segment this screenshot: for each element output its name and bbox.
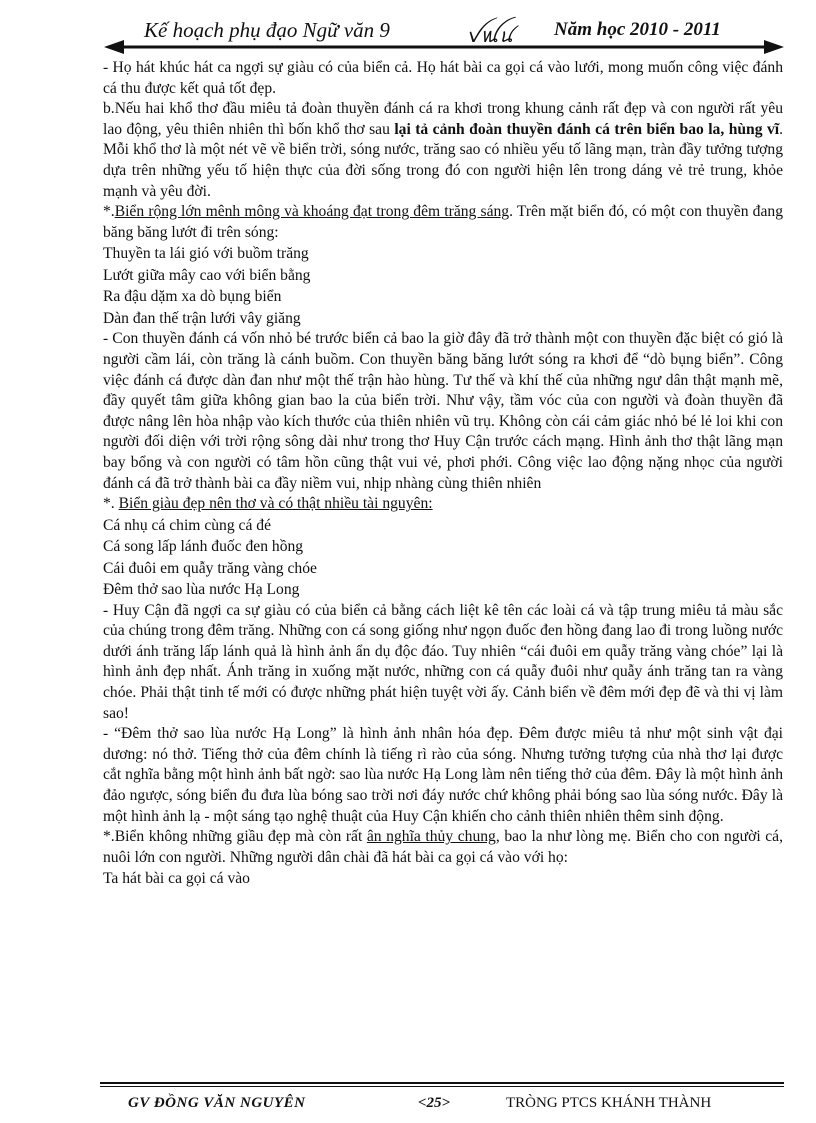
header-left-title: Kế hoạch phụ đạo Ngữ văn 9 — [144, 18, 390, 42]
paragraph-8: *.Biển không những giầu đẹp mà còn rất ân nghĩa thủy chung, bao la như lòng mẹ. Biển cho con người cá, nuôi lớn con người. Những người dân chài đã hát bài ca gọi cá vào với họ: — [103, 828, 783, 866]
footer-school: TRÒNG PTCS KHÁNH THÀNH — [506, 1095, 712, 1111]
verse-line-last: Ta hát bài ca gọi cá vào — [103, 870, 250, 888]
header-logo: ꪜꪡꪙ — [466, 25, 514, 47]
paragraph-2-bold: lại tả cảnh đoàn thuyền đánh cá trên biển bao la, hùng vĩ — [394, 120, 780, 138]
verse-line: Cá song lấp lánh đuốc đen hồng — [103, 538, 304, 556]
footer-page-number: <25> — [418, 1095, 451, 1111]
verse-line: Thuyền ta lái gió với buồm trăng — [103, 245, 309, 263]
paragraph-6: - Huy Cận đã ngợi ca sự giàu có của biển cả bằng cách liệt kê tên các loài cá và tập trung miêu tả màu sắc của chúng trong đêm trăng. Những con cá song giống như ngọn đuốc đen hồng đang lao đi trong luồng nước dưới ánh trăng lấp lánh quả là hình ảnh ẩn dụ độc đáo. Tuy nhiên “cái đuôi em quẫy trăng vàng chóe” lại là hình ảnh đẹp nhất. Ánh trăng in xuống mặt nước, những con cá quẫy đuôi như quẫy ánh trăng tan ra vàng chóe. Phải thật tinh tế mới có được những phát hiện tuyệt vời ấy. Cảnh biển về đêm mới đẹp đẽ và thi vị làm sao! — [103, 601, 783, 722]
paragraph-1: - Họ hát khúc hát ca ngợi sự giàu có của biển cả. Họ hát bài ca gọi cá vào lưới, mong muốn công việc đánh cá thu được kết quả tốt đẹp. — [103, 59, 783, 97]
verse-line: Cái đuôi em quẫy trăng vàng chóe — [103, 559, 317, 577]
verse-block-2 — [103, 515, 783, 601]
verse-line: Ra đậu dặm xa dò bụng biển — [103, 288, 282, 306]
phrase-underlined: ân nghĩa thủy chung — [366, 828, 496, 846]
heading-1-underlined: Biển rộng lớn mênh mông và khoáng đạt trong đêm trăng sáng — [114, 203, 510, 221]
header-double-arrow-icon — [104, 40, 784, 54]
verse-block-1 — [103, 243, 783, 329]
paragraph-5: *. Biển giàu đẹp nên thơ và có thật nhiều tài nguyên: — [103, 495, 433, 513]
verse-line: Cá nhụ cá chim cùng cá đé — [103, 516, 271, 534]
footer-rule — [100, 1082, 784, 1087]
paragraph-4: - Con thuyền đánh cá vốn nhỏ bé trước biển cả bao la giờ đây đã trở thành một con thuyền đặc biệt có gió là người cầm lái, còn trăng là cánh buồm. Con thuyền băng băng lướt sóng ra khơi để “dò bụng biển”. Công việc đánh cá được dàn đan như một thế trận hào hùng. Tư thế và khí thế của những ngư dân thật mạnh mẽ, đầy quyết tâm giữa không gian bao la của biển trời. Như vậy, tầm vóc của con người và đoàn thuyền đã được nâng lên hòa nhập vào kích thước của thiên nhiên vũ trụ. Không còn cái cảm giác nhỏ bé lẻ loi khi con người đối diện với trời rộng sông dài như trong thơ Huy Cận trước cách mạng. Hình ảnh thơ thật lãng mạn bay bổng và con người có tâm hồn cũng thật vui vẻ, phơi phới. Công việc lao động nặng nhọc của người đánh cá đã trở thành bài ca đầy niềm vui, nhịp nhàng cùng thiên nhiên — [103, 330, 783, 492]
page-header — [104, 18, 784, 58]
document-body — [103, 58, 783, 890]
paragraph-3: *.Biển rộng lớn mênh mông và khoáng đạt trong đêm trăng sáng. Trên mặt biển đó, có một con thuyền đang băng băng lướt đi trên sóng: — [103, 203, 783, 241]
header-right-title: Năm học 2010 - 2011 — [554, 19, 721, 40]
verse-line: Lướt giữa mây cao với biển bằng — [103, 266, 311, 284]
heading-2-underlined: Biển giàu đẹp nên thơ và có thật nhiều tài nguyên: — [118, 495, 433, 513]
verse-line: Dàn đan thế trận lưới vây giăng — [103, 309, 301, 327]
paragraph-2: b.Nếu hai khổ thơ đầu miêu tả đoàn thuyền đánh cá ra khơi trong khung cảnh rất đẹp và con người rất yêu lao động, yêu thiên nhiên thì bốn khổ thơ sau lại tả cảnh đoàn thuyền đánh cá trên biển bao la, hùng vĩ. Mỗi khổ thơ là một nét vẽ về biển trời, sóng nước, trăng sao có nhiều yếu tố lãng mạn, tràn đầy tưởng tượng dựa trên những yếu tố hiện thực của đời sống trong đó con người hiện lên trong dáng vẻ trẻ trung, khỏe mạnh và yêu đời. — [103, 100, 783, 200]
paragraph-7: - “Đêm thở sao lùa nước Hạ Long” là hình ảnh nhân hóa đẹp. Đêm được miêu tả như một sinh vật đại dương: nó thở. Tiếng thở của đêm chính là tiếng rì rào của sóng. Nhưng tưởng tượng của nhà thơ lại được cắt nghĩa bằng một hình ảnh bất ngờ: sao lùa nước Hạ Long làm nên tiếng thở của đêm. Đây là một hình ảnh đảo ngược, sóng biển đu đưa lùa bóng sao trời nơi đáy nước chứ không phải bóng sao lùa sóng nước. Đây là một hình ảnh lạ - một sáng tạo nghệ thuật của Huy Cận khiến cho cảnh thiên nhiên thêm sinh động. — [103, 725, 783, 825]
verse-line: Đêm thở sao lùa nước Hạ Long — [103, 581, 300, 599]
footer-author: GV ĐỒNG VĂN NGUYÊN — [128, 1095, 306, 1111]
